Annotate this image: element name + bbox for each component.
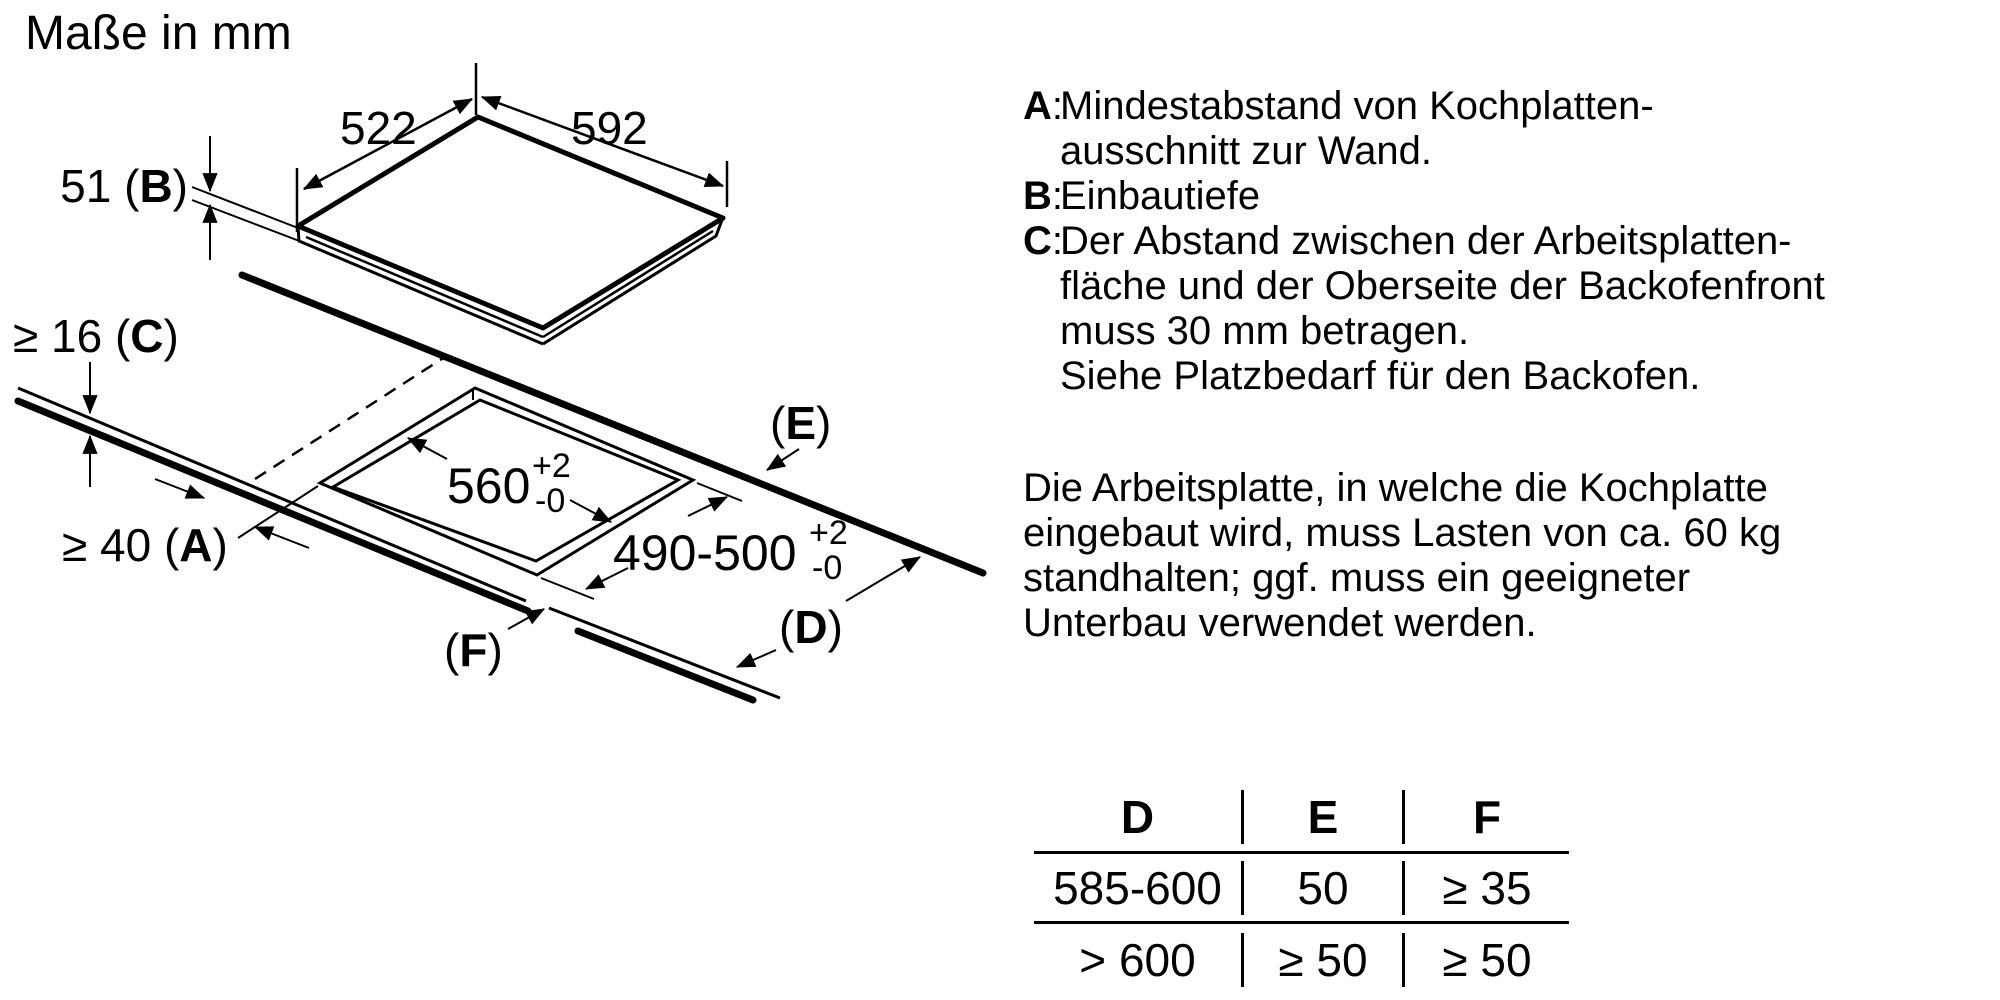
table-cell: 50 [1241,861,1405,915]
dim-592-label: 592 [571,102,648,154]
dim-560-tolerance-plus: +2 [532,447,571,485]
dim-522-label: 522 [340,102,417,154]
legend-text: muss 30 mm betragen. [1060,309,1470,353]
table-cell: ≥ 35 [1442,861,1532,914]
legend-item-b [1023,174,1825,219]
dim-40-arrow-left [255,527,309,548]
legend-text: Mindestabstand von Kochplatten- [1060,84,1654,128]
table-header-f: F [1472,790,1502,843]
legend-key-c: C: [1023,219,1064,263]
table-header-e: E [1241,790,1405,844]
table-cell: 585-600 [1053,861,1222,914]
table-row [1034,854,1569,924]
dim-490-ext-right [697,483,742,501]
dim-40-arrow-right [155,479,204,498]
legend [1023,84,1825,399]
table-header-d: D [1120,790,1155,843]
label-d-arrow-downleft [737,650,776,667]
legend-text: ausschnitt zur Wand. [1060,129,1433,173]
label-d-arrow-upright [846,557,920,601]
legend-item-c [1023,219,1825,399]
dimension-table [1034,782,1569,995]
legend-text: Der Abstand zwischen der Arbeitsplatten- [1060,219,1792,263]
dim-16-label: ≥ 16 (C) [13,310,179,362]
dim-51-label: 51 (B) [60,160,188,212]
note-line: standhalten; ggf. muss ein geeigneter [1023,556,1691,600]
worktop-load-note [1023,466,1781,646]
label-e-arrow [767,449,799,470]
dim-51-ext-top [192,187,298,228]
legend-item-a [1023,84,1825,174]
table-row [1034,924,1569,995]
table-cell: ≥ 50 [1442,933,1532,986]
dim-560-tolerance-minus: -0 [535,482,566,520]
legend-key-b: B: [1023,174,1064,218]
note-line: eingebaut wird, muss Lasten von ca. 60 kg [1023,511,1782,555]
table-cell: > 600 [1079,933,1196,986]
dim-490-label: 490-500 [613,525,797,581]
dim-51-ext-bottom [192,200,302,242]
label-e: (E) [770,397,832,449]
label-d: (D) [779,601,843,653]
label-f: (F) [444,624,503,676]
note-line: Unterbau verwendet werden. [1023,601,1537,645]
diagram-title: Maße in mm [25,7,292,60]
dim-490-arrow-upright [688,497,727,516]
table-header-row [1034,782,1569,854]
table-cell: ≥ 50 [1241,933,1405,987]
note-line: Die Arbeitsplatte, in welche die Kochplatte [1023,466,1768,510]
legend-key-a: A: [1023,84,1064,128]
legend-text: Siehe Platzbedarf für den Backofen. [1060,354,1701,398]
dim-490-tolerance-minus: -0 [812,549,843,587]
dim-560-label: 560 [447,458,531,514]
legend-text: Einbautiefe [1060,174,1261,218]
dim-490-tolerance-plus: +2 [809,514,848,552]
dim-40-label: ≥ 40 (A) [62,519,228,571]
legend-text: fläche und der Oberseite der Backofenfront [1060,264,1825,308]
